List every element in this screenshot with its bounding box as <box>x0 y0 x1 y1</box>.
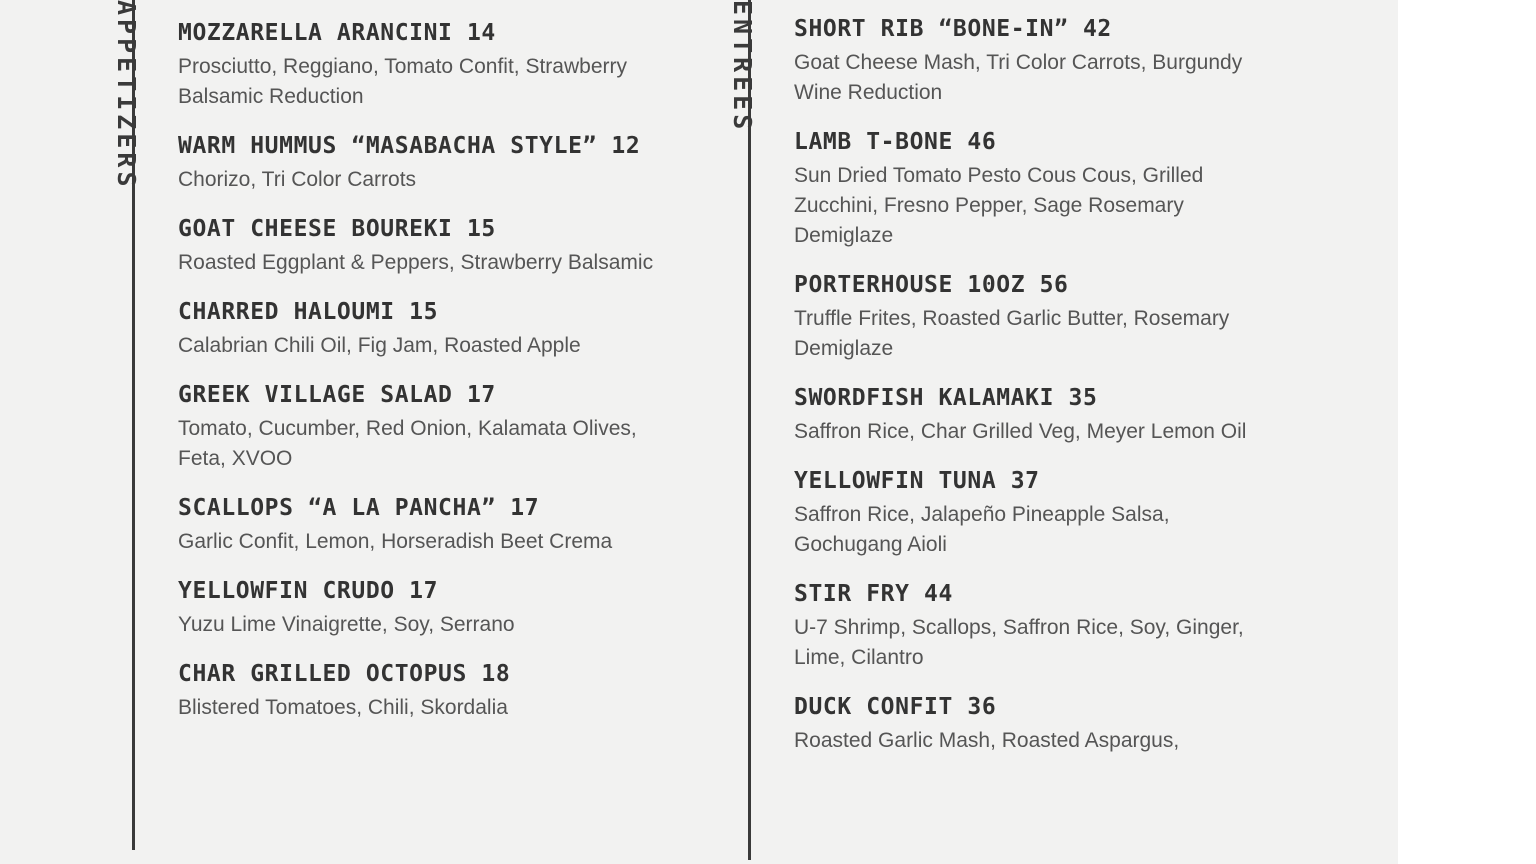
entrees-item-list <box>772 0 1326 864</box>
entrees-label-wrap <box>726 0 772 864</box>
menu-item <box>178 299 690 361</box>
menu-item-name: CHAR GRILLED OCTOPUS 18 <box>178 661 511 687</box>
menu-item-name: SWORDFISH KALAMAKI 35 <box>794 385 1098 411</box>
menu-item <box>178 495 690 557</box>
menu-section-appetizers <box>110 0 690 864</box>
menu-item <box>794 385 1326 447</box>
menu-item-description: Saffron Rice, Char Grilled Veg, Meyer Lemon Oil <box>794 420 1247 443</box>
section-title-entrees: ENTREES <box>728 0 757 134</box>
menu-item-name: CHARRED HALOUMI 15 <box>178 299 439 325</box>
menu-item-name: STIR FRY 44 <box>794 581 953 607</box>
page-right-margin <box>1398 0 1536 864</box>
menu-item-description: Saffron Rice, Jalapeño Pineapple Salsa, Gochugang Aioli <box>794 503 1170 556</box>
menu-item-description: Goat Cheese Mash, Tri Color Carrots, Burgundy Wine Reduction <box>794 51 1243 104</box>
menu-item-name: WARM HUMMUS “MASABACHA STYLE” 12 <box>178 133 641 159</box>
menu-item-description: Chorizo, Tri Color Carrots <box>178 168 417 191</box>
menu-item-description: Garlic Confit, Lemon, Horseradish Beet Crema <box>178 530 613 553</box>
menu-item-description: Calabrian Chili Oil, Fig Jam, Roasted Apple <box>178 334 581 357</box>
menu-item-description: Truffle Frites, Roasted Garlic Butter, Rosemary Demiglaze <box>794 307 1230 360</box>
menu-item-description: Tomato, Cucumber, Red Onion, Kalamata Olives, Feta, XVOO <box>178 417 637 470</box>
menu-item-name: SCALLOPS “A LA PANCHA” 17 <box>178 495 540 521</box>
menu-item <box>178 382 690 474</box>
menu-item-name: MOZZARELLA ARANCINI 14 <box>178 20 496 46</box>
menu-item <box>794 16 1326 108</box>
menu-item <box>178 20 690 112</box>
appetizers-item-list <box>156 0 690 864</box>
menu-item <box>178 578 690 640</box>
menu-section-entrees <box>726 0 1326 864</box>
menu-item-name: YELLOWFIN TUNA 37 <box>794 468 1040 494</box>
menu-item <box>794 129 1326 251</box>
menu-item-description: Yuzu Lime Vinaigrette, Soy, Serrano <box>178 613 515 636</box>
menu-item-name: DUCK CONFIT 36 <box>794 694 997 720</box>
menu-item <box>178 216 690 278</box>
appetizers-label-wrap <box>110 0 156 864</box>
menu-item <box>794 272 1326 364</box>
menu-item <box>794 694 1326 756</box>
menu-item-name: GREEK VILLAGE SALAD 17 <box>178 382 496 408</box>
menu-item-description: U-7 Shrimp, Scallops, Saffron Rice, Soy, Ginger, Lime, Cilantro <box>794 616 1244 669</box>
menu-item-description: Blistered Tomatoes, Chili, Skordalia <box>178 696 508 719</box>
menu-item-description: Roasted Eggplant & Peppers, Strawberry Balsamic <box>178 251 654 274</box>
menu-item <box>178 661 690 723</box>
menu-item-name: PORTERHOUSE 10OZ 56 <box>794 272 1069 298</box>
menu-item-name: GOAT CHEESE BOUREKI 15 <box>178 216 496 242</box>
menu-item-name: SHORT RIB “BONE-IN” 42 <box>794 16 1112 42</box>
menu-item-name: YELLOWFIN CRUDO 17 <box>178 578 439 604</box>
section-title-appetizers: APPETIZERS <box>112 0 141 191</box>
menu-item-description: Sun Dried Tomato Pesto Cous Cous, Grilled Zucchini, Fresno Pepper, Sage Rosemary Demiglaze <box>794 164 1204 247</box>
menu-item <box>794 468 1326 560</box>
menu-item-description: Roasted Garlic Mash, Roasted Aspargus, <box>794 729 1180 752</box>
menu-item <box>794 581 1326 673</box>
menu-item-name: LAMB T-BONE 46 <box>794 129 997 155</box>
menu-item-description: Prosciutto, Reggiano, Tomato Confit, Strawberry Balsamic Reduction <box>178 55 627 108</box>
menu-item <box>178 133 690 195</box>
